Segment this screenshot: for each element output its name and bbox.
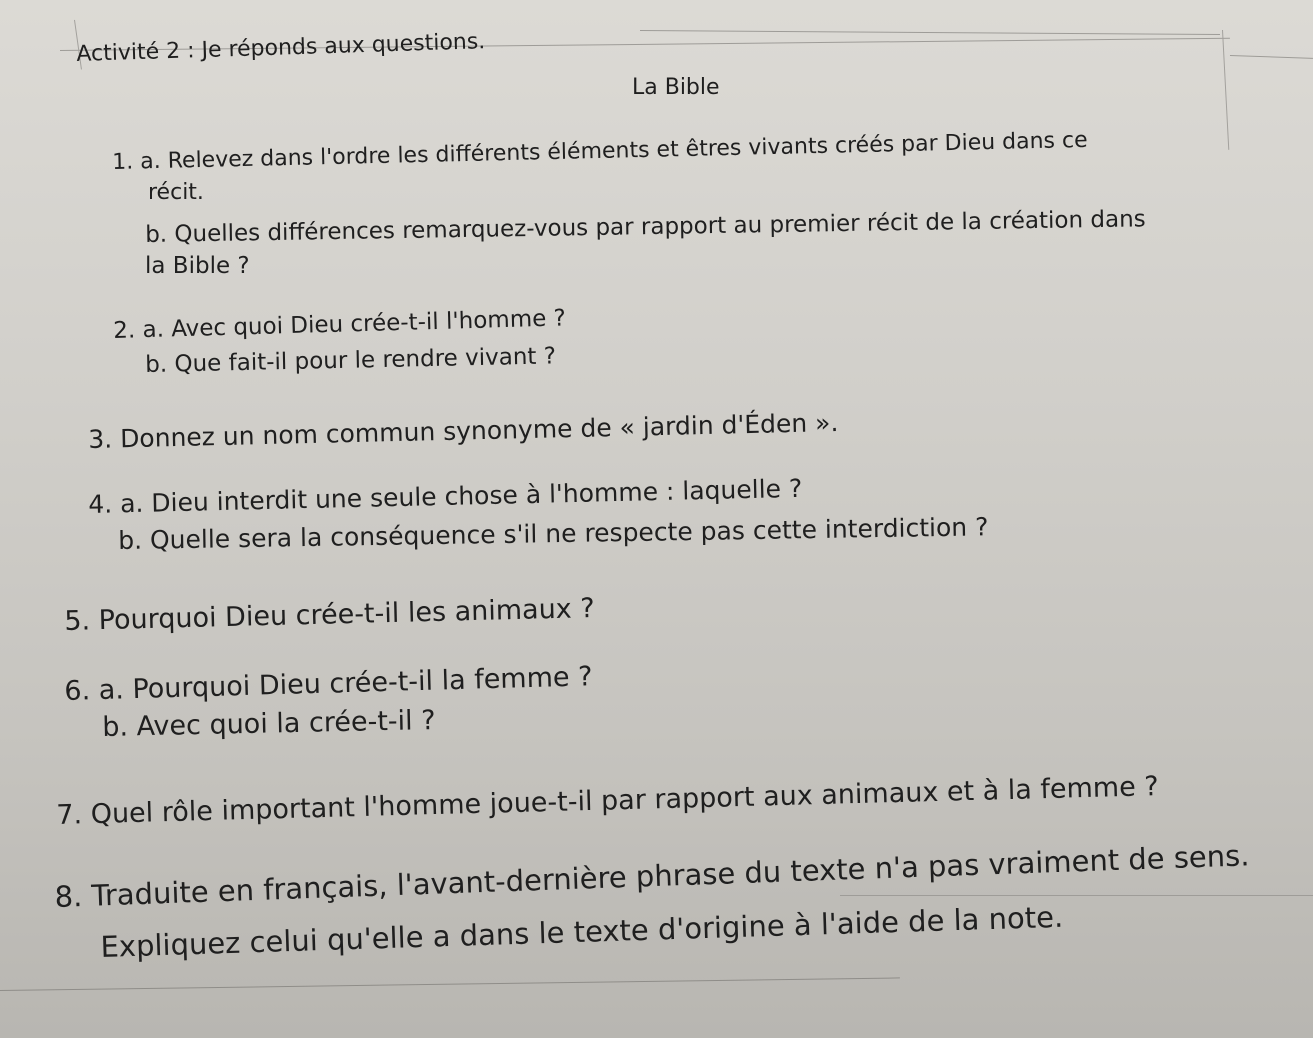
question-3-line-1: 3. Donnez un nom commun synonyme de « jardin d'Éden ». [88,407,839,454]
question-8-line-1: 8. Traduite en français, l'avant-dernière phrase du texte n'a pas vraiment de sens. [54,838,1250,914]
bottom-line [840,895,1313,896]
question-4-line-2: b. Quelle sera la conséquence s'il ne respecte pas cette interdiction ? [118,512,989,555]
activity-title: Activité 2 : Je réponds aux questions. [76,29,486,67]
header-line [640,30,1220,35]
question-1-line-3: b. Quelles différences remarquez-vous par rapport au premier récit de la création dans [145,206,1146,248]
question-1-line-4: la Bible ? [145,253,250,279]
question-6-line-2: b. Avec quoi la crée-t-il ? [102,705,436,743]
document-subtitle: La Bible [632,75,720,100]
question-4-line-1: 4. a. Dieu interdit une seule chose à l'homme : laquelle ? [88,473,803,519]
right-frame-line [1222,30,1229,150]
question-2-line-1: 2. a. Avec quoi Dieu crée-t-il l'homme ? [113,305,567,344]
question-1-line-2: récit. [148,180,204,205]
question-5-line-1: 5. Pourquoi Dieu crée-t-il les animaux ? [64,593,595,637]
bottom-shadow-line [0,977,900,991]
question-2-line-2: b. Que fait-il pour le rendre vivant ? [145,343,557,378]
right-edge-line [1230,55,1313,59]
question-8-line-2: Expliquez celui qu'elle a dans le texte d'origine à l'aide de la note. [100,899,1064,964]
question-7-line-1: 7. Quel rôle important l'homme joue-t-il par rapport aux animaux et à la femme ? [56,771,1160,831]
question-6-line-1: 6. a. Pourquoi Dieu crée-t-il la femme ? [64,661,593,707]
question-1-line-1: 1. a. Relevez dans l'ordre les différents éléments et êtres vivants créés par Dieu dans ce [112,127,1088,175]
